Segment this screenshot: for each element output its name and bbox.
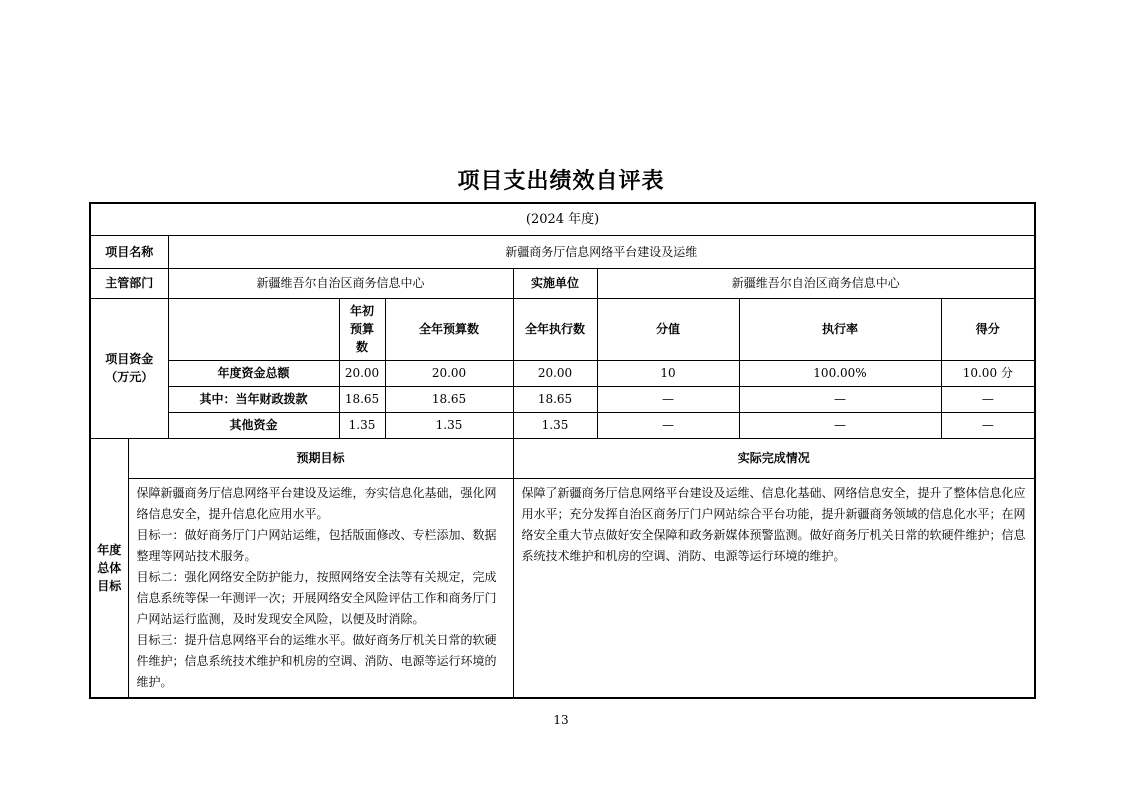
header-annual-exec: 全年执行数 <box>513 298 597 360</box>
goal-label-line3: 目标 <box>97 578 122 593</box>
row-rate: 100.00% <box>739 360 941 386</box>
goal-label-line2: 总体 <box>97 560 122 575</box>
impl-label: 实施单位 <box>513 268 597 298</box>
row-value: — <box>597 386 739 412</box>
row-annual: 20.00 <box>385 360 513 386</box>
row-initial: 18.65 <box>339 386 385 412</box>
year-label: (2024 年度) <box>90 203 1035 235</box>
expected-paragraph: 保障新疆商务厅信息网络平台建设及运维，夯实信息化基础，强化网络信息安全，提升信息化应用水平。 <box>136 485 497 521</box>
row-value: 10 <box>597 360 739 386</box>
expected-goal-3: 目标三：提升信息网络平台的运维水平。做好商务厅机关日常的软硬件维护；信息系统技术维护和机房的空调、消防、电源等运行环境的维护。 <box>136 632 497 689</box>
row-initial: 20.00 <box>339 360 385 386</box>
row-exec: 20.00 <box>513 360 597 386</box>
row-label: 其他资金 <box>168 412 339 438</box>
expected-text <box>128 478 513 698</box>
row-rate: — <box>739 412 941 438</box>
row-annual: 18.65 <box>385 386 513 412</box>
row-label: 其中：当年财政拨款 <box>168 386 339 412</box>
header-score: 得分 <box>941 298 1035 360</box>
row-exec: 1.35 <box>513 412 597 438</box>
row-annual: 1.35 <box>385 412 513 438</box>
row-score: 10.00 分 <box>941 360 1035 386</box>
header-initial-line2: 预算 <box>349 322 374 336</box>
expected-label: 预期目标 <box>128 438 513 478</box>
actual-label: 实际完成情况 <box>513 438 1035 478</box>
funds-label-line1: 项目资金 <box>105 352 154 366</box>
row-label: 年度资金总额 <box>168 360 339 386</box>
funds-label-line2: （万元） <box>105 370 154 384</box>
header-initial-line1: 年初 <box>349 304 374 318</box>
row-exec: 18.65 <box>513 386 597 412</box>
funds-label <box>90 298 168 438</box>
actual-paragraph: 保障了新疆商务厅信息网络平台建设及运维、信息化基础、网络信息安全，提升了整体信息化应用水平；充分发挥自治区商务厅门户网站综合平台功能，提升新疆商务领域的信息化水平；在网络安全重大节点做好安全保障和政务新媒体预警监测。做好商务厅机关日常的软硬件维护；信息系统技术维护和机房的空调、消防、电源等运行环境的维护。 <box>521 485 1026 563</box>
header-empty <box>168 298 339 360</box>
performance-table <box>89 202 1036 699</box>
expected-goal-1: 目标一：做好商务厅门户网站运维，包括版面修改、专栏添加、数据整理等网站技术服务。 <box>136 527 497 563</box>
dept-value: 新疆维吾尔自治区商务信息中心 <box>168 268 513 298</box>
project-name-label: 项目名称 <box>90 235 168 268</box>
row-rate: — <box>739 386 941 412</box>
header-exec-rate: 执行率 <box>739 298 941 360</box>
table-row <box>90 412 1035 438</box>
header-score-value: 分值 <box>597 298 739 360</box>
impl-value: 新疆维吾尔自治区商务信息中心 <box>597 268 1035 298</box>
table-row <box>90 360 1035 386</box>
goal-label-line1: 年度 <box>97 542 122 557</box>
goal-label <box>90 438 128 698</box>
row-initial: 1.35 <box>339 412 385 438</box>
project-name-value: 新疆商务厅信息网络平台建设及运维 <box>168 235 1035 268</box>
dept-label: 主管部门 <box>90 268 168 298</box>
actual-text <box>513 478 1035 698</box>
row-score: — <box>941 412 1035 438</box>
row-score: — <box>941 386 1035 412</box>
table-row <box>90 386 1035 412</box>
expected-goal-2: 目标二：强化网络安全防护能力，按照网络安全法等有关规定，完成信息系统等保一年测评一次；开展网络安全风险评估工作和商务厅门户网站运行监测，及时发现安全风险，以便及时消除。 <box>136 569 497 626</box>
header-annual-budget: 全年预算数 <box>385 298 513 360</box>
header-initial-budget <box>339 298 385 360</box>
header-initial-line3: 数 <box>355 340 368 354</box>
row-value: — <box>597 412 739 438</box>
page-number: 13 <box>553 713 569 727</box>
page-title: 项目支出绩效自评表 <box>457 169 665 194</box>
